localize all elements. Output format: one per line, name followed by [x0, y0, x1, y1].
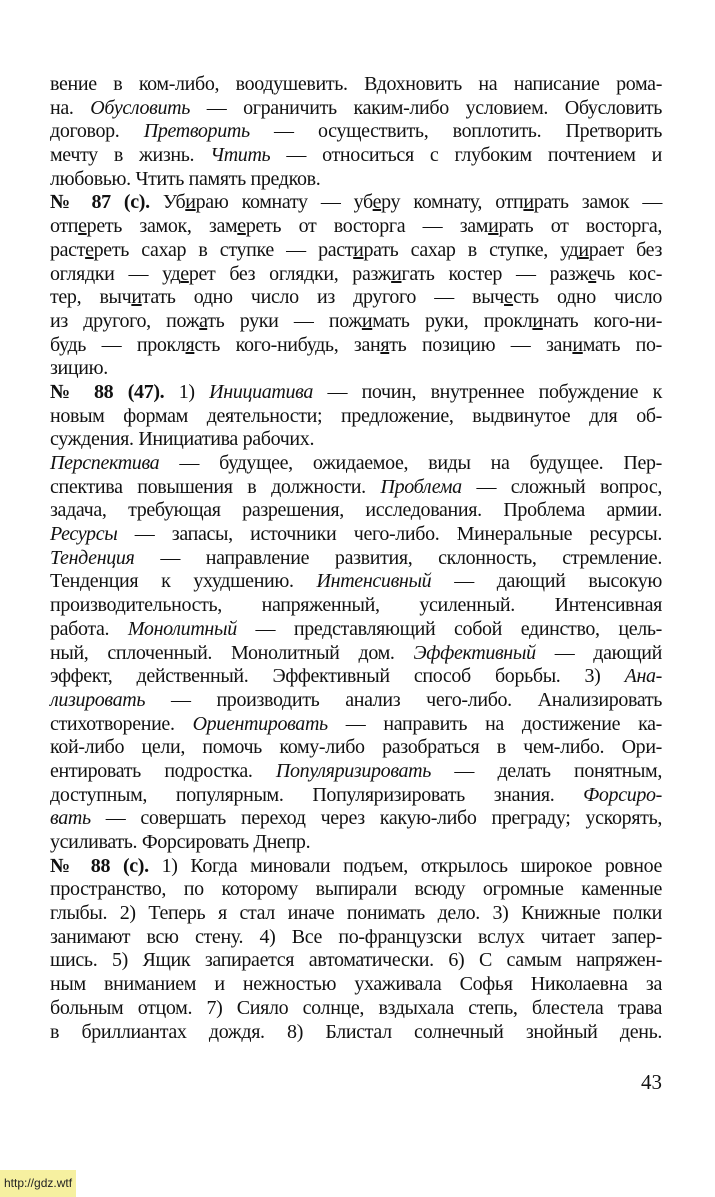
text-line [50, 357, 662, 381]
text-line [50, 713, 662, 737]
text-line [50, 878, 662, 902]
text-segment: ный, сплоченный. Монолитный дом. [50, 641, 414, 664]
underlined-letter: и [488, 215, 499, 238]
text-line [50, 310, 662, 334]
italic-term: Инициатива [209, 380, 314, 403]
text-line [50, 618, 662, 642]
text-segment: сть одно число [513, 286, 662, 309]
text-line [50, 168, 662, 192]
italic-term: Форсиро- [583, 783, 662, 806]
text-segment: — запасы, источники чего-либо. Минеральные ресурсы. [117, 523, 662, 546]
text-segment: тер, выч [50, 286, 132, 309]
text-segment: на. [50, 96, 91, 119]
underlined-letter: и [523, 191, 534, 214]
text-line [50, 120, 662, 144]
text-segment: сть кого-нибудь, зан [194, 333, 381, 356]
text-line [50, 499, 662, 523]
text-segment: нать кого-ни- [542, 309, 663, 332]
text-line [50, 594, 662, 618]
exercise-number: № 87 (с). [50, 191, 150, 214]
text-segment: рать замок — [533, 191, 662, 214]
text-line [50, 547, 662, 571]
text-line [50, 476, 662, 500]
underlined-letter: е [504, 286, 514, 309]
text-segment: глыбы. 2) Теперь я стал иначе понимать дело. 3) Книжные полки [50, 902, 662, 925]
text-line [50, 428, 662, 452]
underlined-letter: я [380, 333, 390, 356]
italic-term: Ориентировать [192, 712, 328, 735]
page-text [50, 73, 662, 1044]
text-line [50, 997, 662, 1021]
underlined-letter: и [578, 238, 589, 261]
text-segment: ным вниманием и нежностью ухаживала Софья Николаевна за [50, 973, 662, 996]
italic-term: Интенсивный [316, 570, 432, 593]
text-line [50, 902, 662, 926]
text-segment: рет без оглядки, разж [188, 262, 392, 285]
underlined-letter: и [185, 191, 196, 214]
text-segment: суждения. Инициатива рабочих. [50, 428, 315, 451]
exercise-number: № 88 (47). [50, 380, 165, 403]
underlined-letter: и [532, 309, 543, 332]
page-number: 43 [641, 1070, 662, 1094]
text-line [50, 1021, 662, 1045]
underlined-letter: и [131, 286, 142, 309]
underlined-letter: и [353, 238, 364, 261]
text-segment: эффект, действенный. Эффективный способ борьбы. 3) [50, 665, 625, 688]
text-segment: 1) [164, 380, 210, 403]
text-line [50, 334, 662, 358]
text-segment: вение в ком-либо, воодушевить. Вдохновить на написание рома- [50, 73, 662, 95]
exercise-number: № 88 (с). [50, 854, 149, 877]
text-segment: работа. [50, 617, 128, 640]
text-segment: гать костер — разж [401, 262, 589, 285]
italic-term: Проблема [380, 475, 462, 498]
text-line [50, 215, 662, 239]
text-segment: — совершать переход через какую-либо преграду; ускорять, [90, 807, 662, 830]
italic-term: Обусловить [90, 96, 190, 119]
text-line [50, 831, 662, 855]
text-line [50, 191, 662, 215]
text-line [50, 97, 662, 121]
text-line [50, 973, 662, 997]
underlined-letter: е [588, 262, 597, 285]
italic-term: вать [50, 807, 91, 830]
text-segment: — направить на достижение ка- [327, 712, 662, 735]
italic-term: Монолитный [127, 617, 237, 640]
text-segment: ть руки — пож [207, 309, 362, 332]
text-segment: — относиться с глубоким почтением и [270, 144, 662, 167]
text-segment: любовью. Чтить память предков. [50, 167, 321, 190]
text-segment: тать одно число из другого — выч [141, 286, 505, 309]
text-segment: зицию. [50, 357, 108, 380]
underlined-letter: я [185, 333, 195, 356]
text-segment: — сложный вопрос, [461, 475, 662, 498]
text-segment: раю комнату — уб [195, 191, 373, 214]
text-segment: мать руки, прокл [372, 309, 533, 332]
text-line [50, 452, 662, 476]
text-line [50, 736, 662, 760]
italic-term: Популяризировать [275, 759, 432, 782]
text-segment: шись. 5) Ящик запирается автоматически. 6) С самым напряжен- [50, 949, 662, 972]
text-segment: Уб [149, 191, 186, 214]
text-segment: — осуществить, воплотить. Претворить [249, 120, 662, 143]
text-segment: пространство, по которому выпирали всюду огромные каменные [50, 878, 662, 901]
text-segment: больным отцом. 7) Сияло солнце, вздыхала степь, блестела трава [50, 996, 662, 1019]
text-segment: реть от восторга — зам [245, 215, 489, 238]
text-line [50, 689, 662, 713]
underlined-letter: е [180, 262, 189, 285]
text-segment: кой-либо цели, помочь кому-либо разобраться в чем-либо. Ори- [50, 736, 662, 759]
text-segment: отп [50, 215, 79, 238]
text-segment: новым формам деятельности; предложение, выдвинутое для об- [50, 404, 662, 427]
underlined-letter: е [237, 215, 246, 238]
text-line [50, 144, 662, 168]
text-line [50, 807, 662, 831]
text-line [50, 570, 662, 594]
text-segment: мечту в жизнь. [50, 144, 211, 167]
text-segment: задача, требующая разрешения, исследования. Проблема армии. [50, 499, 662, 522]
underlined-letter: е [78, 215, 87, 238]
italic-term: лизировать [50, 688, 146, 711]
text-line [50, 73, 662, 97]
text-line [50, 949, 662, 973]
text-segment: реть замок, зам [86, 215, 238, 238]
text-line [50, 784, 662, 808]
text-segment: ть позицию — зан [389, 333, 573, 356]
underlined-letter: и [391, 262, 402, 285]
text-line [50, 263, 662, 287]
italic-term: Перспектива [50, 452, 160, 474]
italic-term: Эффективный [413, 641, 536, 664]
text-line [50, 642, 662, 666]
text-segment: спектива повышения в должности. [50, 475, 381, 498]
text-segment: — дающий [535, 641, 663, 664]
text-segment: ру комнату, отп [381, 191, 524, 214]
underlined-letter: и [572, 333, 583, 356]
text-segment: — ограничить каким-либо условием. Обусловить [189, 96, 662, 119]
underlined-letter: а [199, 309, 208, 332]
text-segment: из другого, пож [50, 309, 200, 332]
text-line [50, 665, 662, 689]
text-segment: Тенденция к ухудшению. [50, 570, 317, 593]
text-segment: производительность, напряженный, усиленный. Интенсивная [50, 594, 662, 617]
text-segment: — представляющий собой единство, цель- [236, 617, 662, 640]
text-line [50, 926, 662, 950]
text-segment: рать сахар в ступке, уд [363, 238, 579, 261]
italic-term: Претворить [143, 120, 250, 143]
text-segment: — делать понятным, [431, 759, 662, 782]
underlined-letter: и [361, 309, 373, 332]
text-segment: реть сахар в ступке — раст [93, 238, 354, 261]
underlined-letter: е [372, 191, 382, 214]
text-line [50, 855, 662, 879]
text-segment: — направление развития, склонность, стремление. [134, 546, 662, 569]
watermark-link[interactable]: http://gdz.wtf [0, 1170, 76, 1197]
text-segment: чь кос- [596, 262, 663, 285]
text-segment: договор. [50, 120, 144, 143]
text-segment: — дающий высокую [431, 570, 662, 593]
text-segment: — почин, внутреннее побуждение к [313, 380, 663, 403]
text-segment: мать по- [582, 333, 662, 356]
italic-term: Тенденция [50, 546, 135, 569]
italic-term: Чтить [210, 144, 271, 167]
text-segment: будь — прокл [50, 333, 186, 356]
text-segment: занимают всю стену. 4) Все по-французски вслух читает запер- [50, 925, 662, 948]
text-segment: 1) Когда миновали подъем, открылось широкое ровное [148, 854, 662, 877]
text-segment: ентировать подростка. [50, 759, 276, 782]
text-line [50, 239, 662, 263]
text-segment: раст [50, 238, 86, 261]
text-line [50, 523, 662, 547]
text-line [50, 760, 662, 784]
text-segment: усиливать. Форсировать Днепр. [50, 831, 311, 853]
text-segment: — производить анализ чего-либо. Анализировать [145, 688, 662, 711]
text-line [50, 405, 662, 429]
text-segment: в бриллиантах дождя. 8) Блистал солнечный знойный день. [50, 1020, 662, 1043]
text-segment: — будущее, ожидаемое, виды на будущее. Пер- [159, 452, 662, 474]
text-segment: доступным, популярным. Популяризировать знания. [50, 783, 584, 806]
text-line [50, 286, 662, 310]
italic-term: Ресурсы [50, 523, 118, 546]
text-line [50, 381, 662, 405]
text-segment: рает без [588, 238, 662, 261]
text-segment: рать от восторга, [498, 215, 662, 238]
italic-term: Ана- [624, 665, 662, 688]
underlined-letter: е [85, 238, 94, 261]
text-segment: стихотворение. [50, 712, 193, 735]
text-segment: оглядки — уд [50, 262, 181, 285]
